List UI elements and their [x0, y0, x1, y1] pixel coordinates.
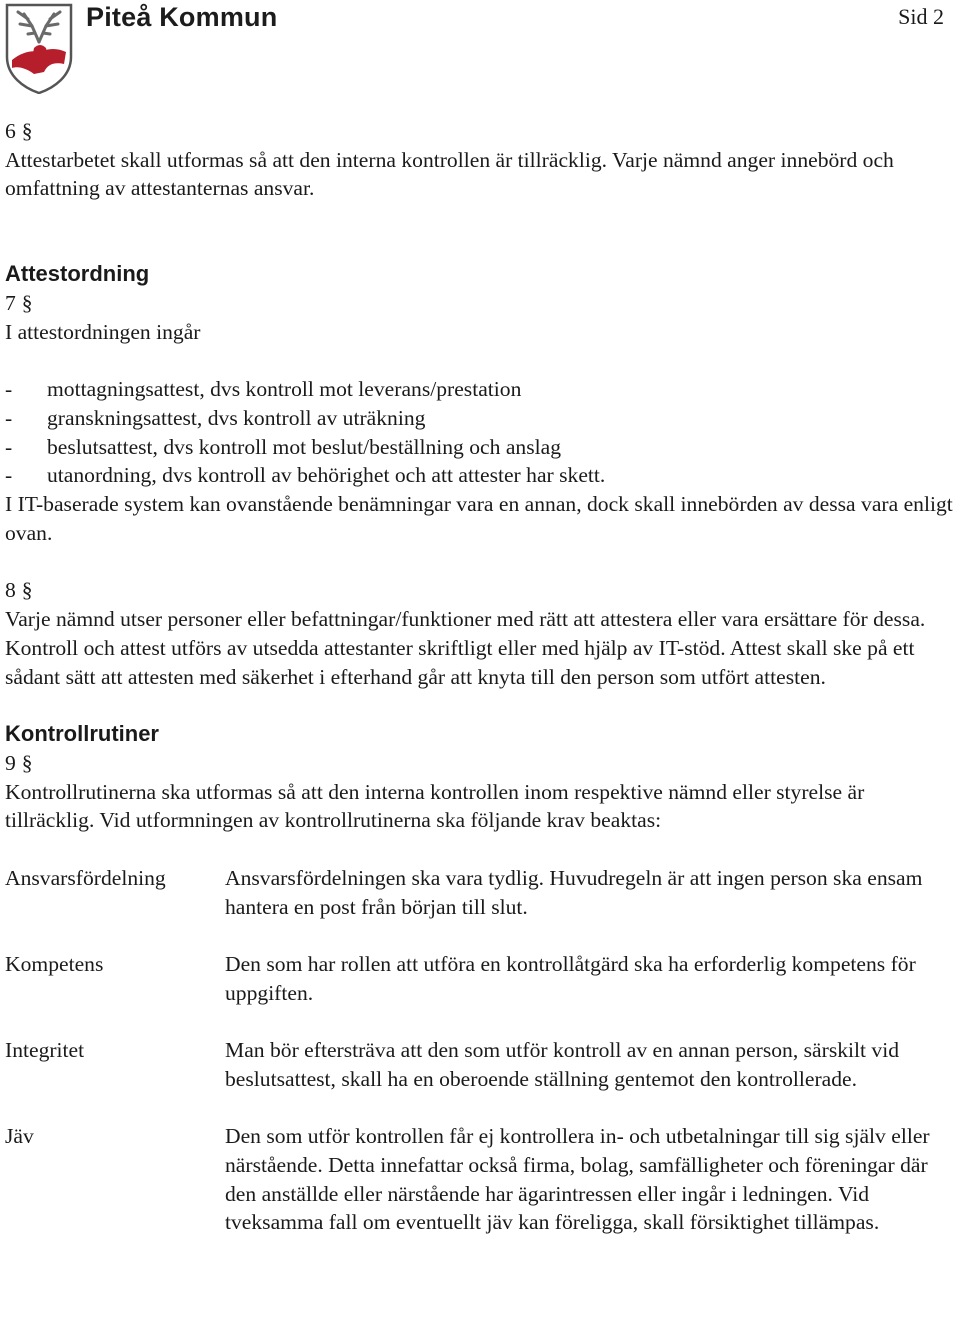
list-item — [5, 375, 955, 404]
section-sign: § — [21, 578, 33, 603]
document-body — [5, 117, 955, 1237]
list-item-text: mottagningsattest, dvs kontroll mot leverans/prestation — [47, 377, 522, 402]
list-item-text: utanordning, dvs kontroll av behörighet och att attester har skett. — [47, 463, 606, 488]
section-sign: § — [21, 290, 33, 315]
requirement-row — [5, 950, 955, 1007]
requirement-description: Ansvarsfördelningen ska vara tydlig. Huvudregeln är att ingen person ska ensam hantera en post från början till slut. — [225, 866, 923, 919]
section-7-intro: I attestordningen ingår — [5, 319, 201, 344]
list-item — [5, 461, 955, 490]
list-item — [5, 404, 955, 433]
list-dash: - — [5, 463, 13, 488]
list-item — [5, 433, 955, 462]
list-dash: - — [5, 434, 13, 459]
requirement-description: Den som har rollen att utföra en kontrollåtgärd ska ha erforderlig kompetens för uppgiften. — [225, 952, 916, 1005]
section-7-outro: I IT-baserade system kan ovanstående benämningar vara en annan, dock skall innebörden av dessa vara enligt ovan. — [5, 492, 953, 545]
page-header — [0, 0, 960, 100]
requirement-term: Integritet — [5, 1038, 85, 1063]
requirement-row — [5, 864, 955, 921]
section-sign: § — [21, 119, 33, 143]
section-number: 7 — [5, 290, 16, 315]
section-number: 8 — [5, 578, 16, 603]
section-7-marker — [5, 289, 955, 318]
section-8-marker — [5, 576, 955, 605]
requirement-row — [5, 1036, 955, 1093]
section-sign: § — [21, 750, 33, 775]
page-number: Sid 2 — [898, 4, 944, 29]
section-9-text: Kontrollrutinerna ska utformas så att den interna kontrollen inom respektive nämnd eller styrelse är tillräcklig. Vid utformningen av kontrollrutinerna ska följande krav beaktas: — [5, 779, 865, 833]
requirement-row — [5, 1122, 955, 1237]
list-dash: - — [5, 405, 13, 430]
list-dash: - — [5, 377, 13, 402]
section-number: 9 — [5, 750, 16, 775]
section-9-marker — [5, 749, 955, 778]
heading-attestordning: Attestordning — [5, 261, 150, 287]
requirement-description: Man bör eftersträva att den som utför kontroll av en annan person, särskilt vid beslutsattest, skall ha en oberoende ställning gentemot den kontrollerade. — [225, 1038, 900, 1091]
section-6-text: Attestarbetet skall utformas så att den interna kontrollen är tillräcklig. Varje nämnd anger innebörd och omfattning av attestanternas ansvar. — [5, 147, 894, 201]
requirement-term: Kompetens — [5, 952, 104, 977]
section-8-text: Varje nämnd utser personer eller befattningar/funktioner med rätt att attestera eller vara ersättare för dessa. Kontroll och attest utförs av utsedda attestanter skriftligt eller med hjälp av IT-stöd. Attest skall ske på ett sådant sätt att attesten med säkerhet i efterhand går att knyta till den person som utfört attesten. — [5, 607, 926, 689]
pitea-coat-of-arms-logo — [4, 2, 74, 94]
section-number: 6 — [5, 119, 16, 143]
brand-name: Piteå Kommun — [86, 2, 278, 32]
list-item-text: beslutsattest, dvs kontroll mot beslut/beställning och anslag — [47, 434, 561, 459]
heading-kontrollrutiner: Kontrollrutiner — [5, 721, 159, 747]
list-item-text: granskningsattest, dvs kontroll av uträkning — [47, 405, 426, 430]
attest-type-list — [5, 375, 955, 490]
requirement-term: Jäv — [5, 1124, 34, 1149]
requirement-description: Den som utför kontrollen får ej kontrollera in- och utbetalningar till sig själv eller närstående. Detta innefattar också firma, bolag, samfälligheter och föreningar där den anställde eller närstående har ägarintressen eller ingår i ledningen. Vid tveksamma fall om eventuellt jäv kan föreligga, skall försiktighet tillämpas. — [225, 1124, 930, 1235]
section-6-marker — [5, 117, 955, 146]
requirement-term: Ansvarsfördelning — [5, 866, 166, 891]
